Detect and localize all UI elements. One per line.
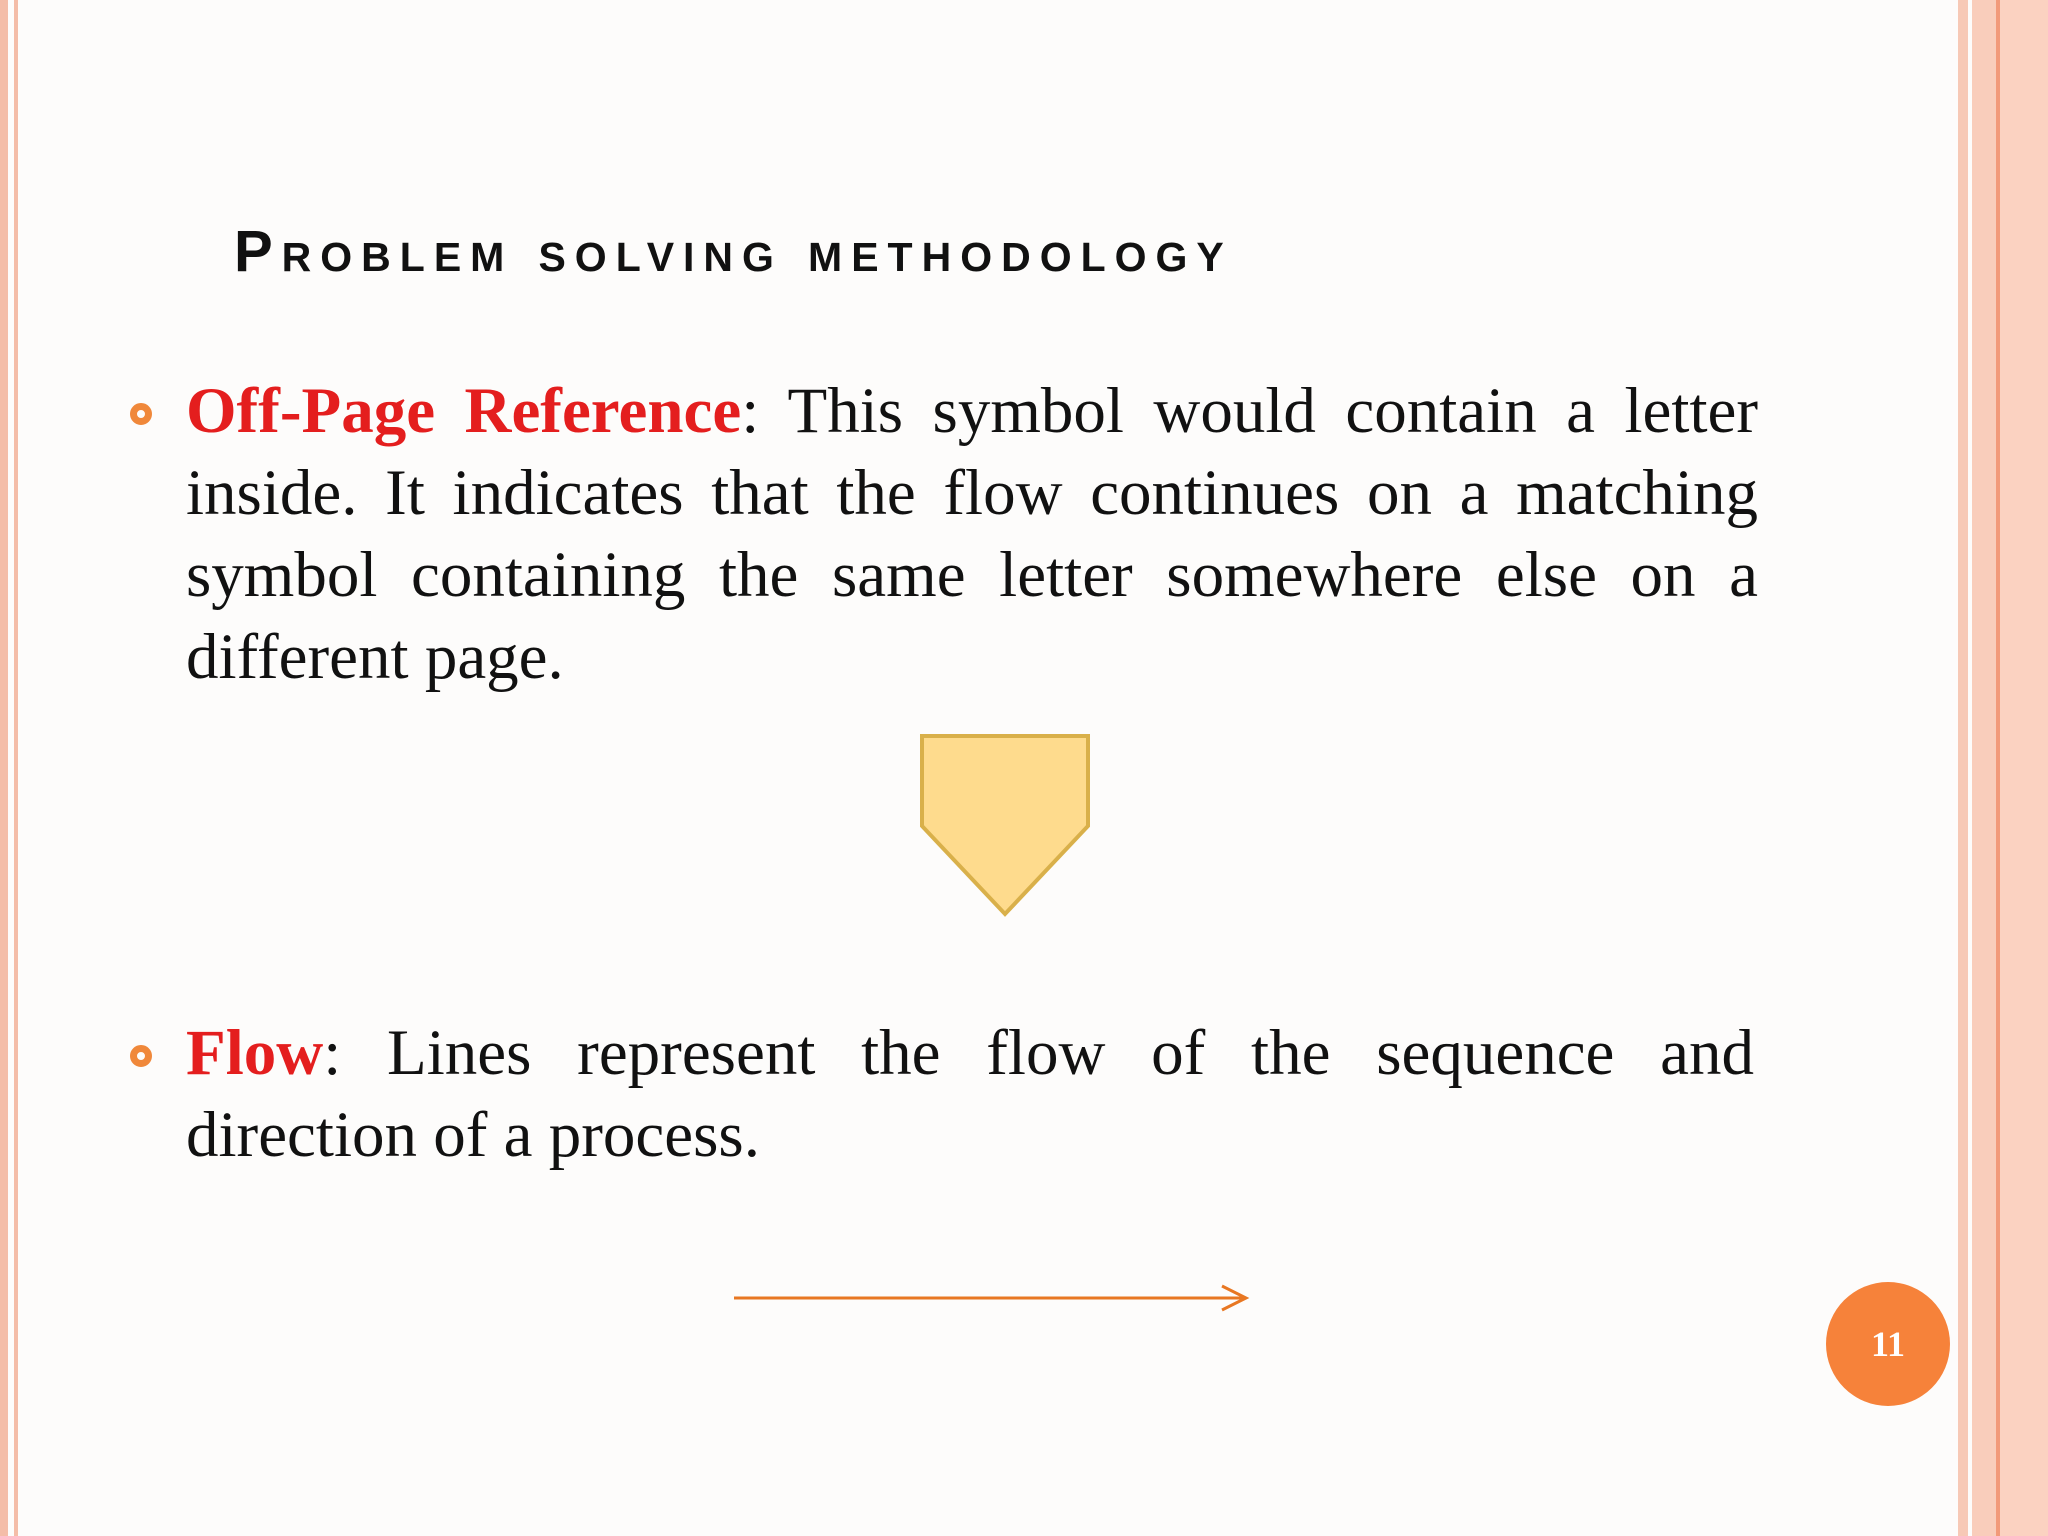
left-border-stripe-thin <box>14 0 18 1536</box>
bullet-term: Flow <box>186 1017 324 1089</box>
bullet-text: This symbol would contain a letter inside. It indicates that the flow continues on a matching symbol containing the same letter somewhere else on a different page. <box>186 375 1758 693</box>
right-border-stripe <box>1958 0 1968 1536</box>
bullet-icon <box>130 403 152 425</box>
bullet-text: Lines represent the flow of the sequence and direction of a process. <box>186 1017 1754 1171</box>
page-number-badge: 11 <box>1826 1282 1950 1406</box>
flow-arrow-icon <box>732 1280 1252 1316</box>
off-page-connector-icon <box>918 732 1094 920</box>
bullet-separator: : <box>323 1017 342 1089</box>
bullet-icon <box>130 1045 152 1067</box>
bullet-term: Off-Page Reference <box>186 375 742 447</box>
left-border-stripe <box>0 0 8 1536</box>
bullet-separator: : <box>741 375 760 447</box>
bullet-flow <box>186 1012 1754 1176</box>
slide-title: Problem solving methodology <box>234 219 1233 284</box>
bullet-off-page-reference <box>186 370 1758 698</box>
right-border-band-outer <box>2000 0 2048 1536</box>
